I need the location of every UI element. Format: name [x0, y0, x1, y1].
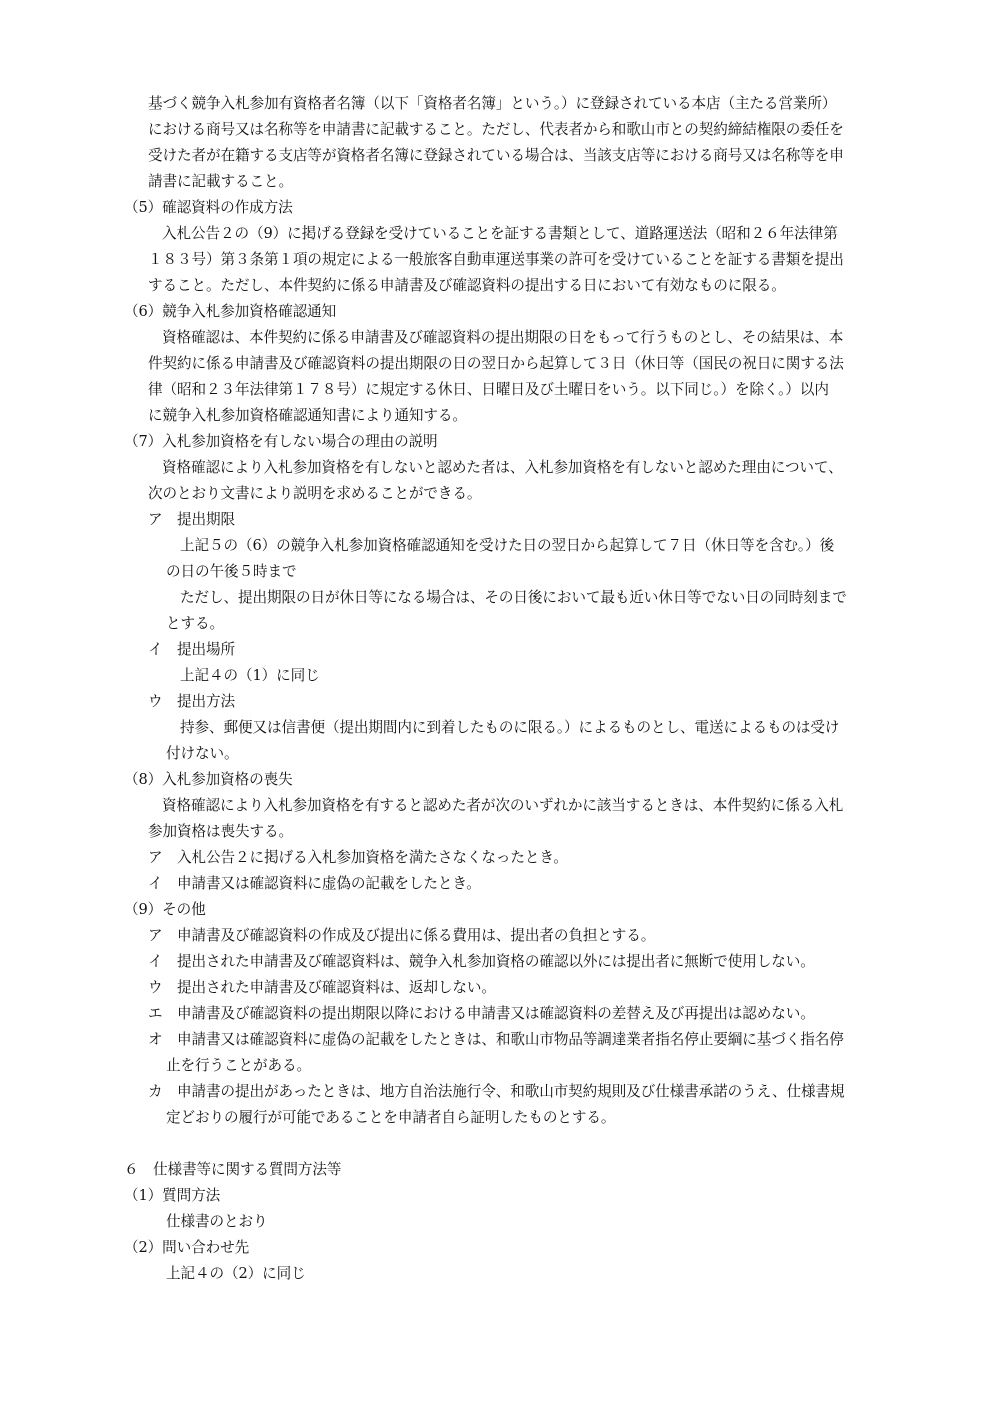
text-line: 基づく競争入札参加有資格者名簿（以下「資格者名簿」という。）に登録されている本店（主たる営業所）	[148, 95, 837, 112]
text-line: 入札公告２の（9）に掲げる登録を受けていることを証する書類として、道路運送法（昭和２６年法律第	[162, 225, 838, 242]
text-line: 次のとおり文書により説明を求めることができる。	[148, 485, 482, 502]
text-line: ただし、提出期限の日が休日等になる場合は、その日後において最も近い休日等でない日の同時刻まで	[180, 589, 847, 606]
text-line: １８３号）第３条第１項の規定による一般旅客自動車運送事業の許可を受けていることを証する書類を提出	[148, 251, 844, 268]
list-item: イ 申請書又は確認資料に虚偽の記載をしたとき。	[148, 875, 481, 892]
text-line: 付けない。	[166, 745, 239, 762]
text-line: 持参、郵便又は信書便（提出期間内に到着したものに限る。）によるものとし、電送によるものは受け	[180, 719, 840, 736]
text-line: に競争入札参加資格確認通知書により通知する。	[148, 407, 467, 424]
list-item: エ 申請書及び確認資料の提出期限以降における申請書又は確認資料の差替え及び再提出は認めない。	[148, 1005, 815, 1022]
section-heading: （8）入札参加資格の喪失	[124, 771, 293, 788]
list-item: オ 申請書又は確認資料に虚偽の記載をしたときは、和歌山市物品等調達業者指名停止要綱に基づく指名停	[148, 1031, 844, 1048]
section-heading: （6）競争入札参加資格確認通知	[124, 303, 337, 320]
list-item: ア 申請書及び確認資料の作成及び提出に係る費用は、提出者の負担とする。	[148, 927, 656, 944]
list-item-heading: ア 提出期限	[148, 511, 235, 528]
text-line: 上記５の（6）の競争入札参加資格確認通知を受けた日の翌日から起算して７日（休日等を含む。）後	[180, 537, 835, 554]
text-line: 受けた者が在籍する支店等が資格者名簿に登録されている場合は、当該支店等における商号又は名称等を申	[148, 147, 844, 164]
text-line: における商号又は名称等を申請書に記載すること。ただし、代表者から和歌山市との契約締結権限の委任を	[148, 121, 844, 138]
text-line: 律（昭和２３年法律第１７８号）に規定する休日、日曜日及び土曜日をいう。以下同じ。）を除く。）以内	[148, 381, 829, 398]
text-line: 仕様書のとおり	[166, 1213, 268, 1230]
text-line: の日の午後５時まで	[166, 563, 297, 580]
list-item: ア 入札公告２に掲げる入札参加資格を満たさなくなったとき。	[148, 849, 568, 866]
text-line: とする。	[166, 615, 224, 632]
section-heading: （7）入札参加資格を有しない場合の理由の説明	[124, 433, 438, 450]
section-heading: （5）確認資料の作成方法	[124, 199, 293, 216]
list-item: カ 申請書の提出があったときは、地方自治法施行令、和歌山市契約規則及び仕様書承諾のうえ、仕様書規	[148, 1083, 845, 1100]
section-heading: （2）問い合わせ先	[124, 1239, 250, 1256]
text-line: すること。ただし、本件契約に係る申請書及び確認資料の提出する日において有効なものに限る。	[148, 277, 786, 294]
text-line: 資格確認により入札参加資格を有しないと認めた者は、入札参加資格を有しないと認めた理由について、	[162, 459, 843, 476]
text-line: 請書に記載すること。	[148, 173, 293, 190]
list-item-heading: ウ 提出方法	[148, 693, 235, 710]
list-item-heading: イ 提出場所	[148, 641, 235, 658]
list-item: ウ 提出された申請書及び確認資料は、返却しない。	[148, 979, 496, 996]
text-line: 参加資格は喪失する。	[148, 823, 293, 840]
text-line: 資格確認は、本件契約に係る申請書及び確認資料の提出期限の日をもって行うものとし、その結果は、本	[162, 329, 844, 346]
text-line: 資格確認により入札参加資格を有すると認めた者が次のいずれかに該当するときは、本件契約に係る入札	[162, 797, 844, 814]
chapter-heading: ６ 仕様書等に関する質問方法等	[124, 1161, 342, 1178]
section-heading: （9）その他	[124, 901, 206, 918]
section-heading: （1）質問方法	[124, 1187, 221, 1204]
list-item: イ 提出された申請書及び確認資料は、競争入札参加資格の確認以外には提出者に無断で使用しない。	[148, 953, 815, 970]
text-line: 上記４の（2）に同じ	[166, 1265, 306, 1282]
text-line: 上記４の（1）に同じ	[180, 667, 320, 684]
text-line: 止を行うことがある。	[166, 1057, 311, 1074]
text-line: 定どおりの履行が可能であることを申請者自ら証明したものとする。	[166, 1109, 616, 1126]
text-line: 件契約に係る申請書及び確認資料の提出期限の日の翌日から起算して３日（休日等（国民の祝日に関する法	[148, 355, 844, 372]
